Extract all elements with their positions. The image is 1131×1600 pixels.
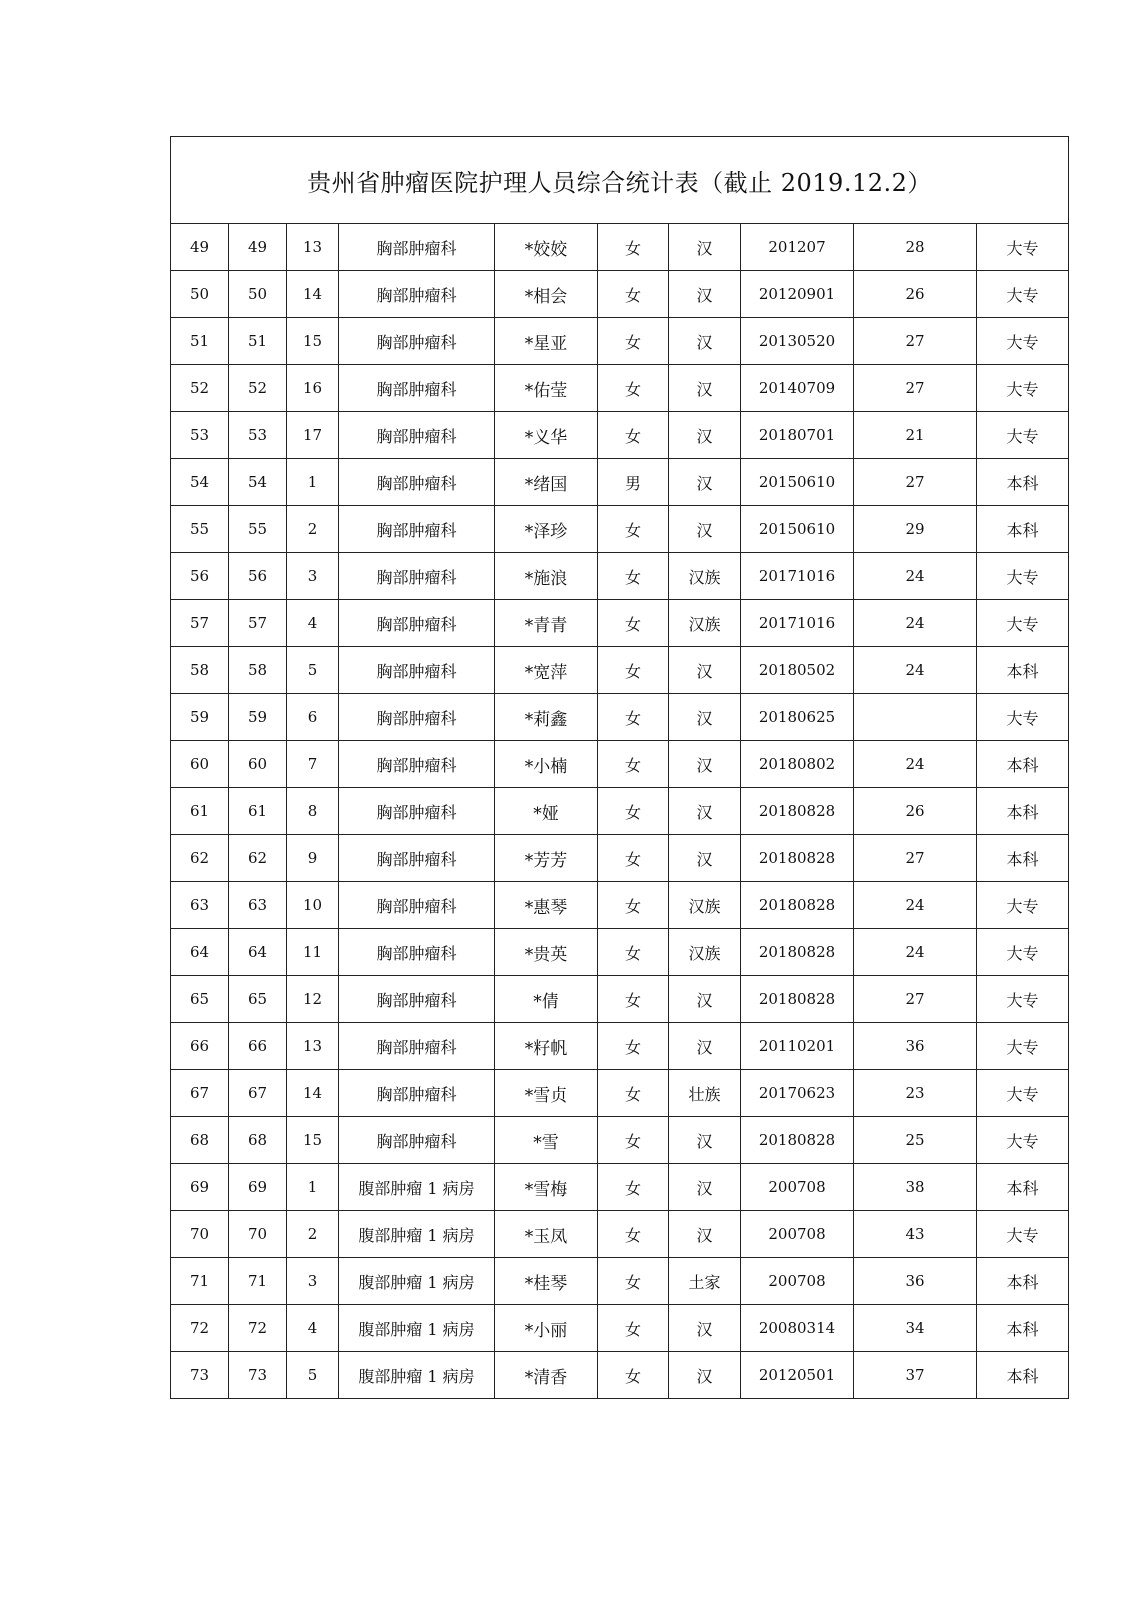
cell-serial-no: 72 bbox=[171, 1305, 229, 1352]
cell-age: 28 bbox=[854, 224, 977, 271]
cell-name: *绪国 bbox=[495, 459, 598, 506]
cell-ethnicity: 汉 bbox=[669, 788, 741, 835]
cell-department: 胸部肿瘤科 bbox=[339, 929, 495, 976]
cell-dept-no: 11 bbox=[287, 929, 339, 976]
cell-total-no: 53 bbox=[229, 412, 287, 459]
cell-serial-no: 63 bbox=[171, 882, 229, 929]
table-row bbox=[171, 694, 1069, 741]
cell-ethnicity: 汉 bbox=[669, 835, 741, 882]
cell-total-no: 69 bbox=[229, 1164, 287, 1211]
cell-serial-no: 71 bbox=[171, 1258, 229, 1305]
cell-total-no: 73 bbox=[229, 1352, 287, 1399]
cell-name: *清香 bbox=[495, 1352, 598, 1399]
cell-serial-no: 56 bbox=[171, 553, 229, 600]
cell-total-no: 71 bbox=[229, 1258, 287, 1305]
cell-name: *宽萍 bbox=[495, 647, 598, 694]
cell-gender: 女 bbox=[598, 835, 669, 882]
cell-education: 本科 bbox=[977, 1164, 1069, 1211]
title-row bbox=[171, 137, 1069, 224]
cell-department: 胸部肿瘤科 bbox=[339, 1117, 495, 1164]
cell-serial-no: 66 bbox=[171, 1023, 229, 1070]
cell-serial-no: 60 bbox=[171, 741, 229, 788]
cell-start-date: 20180828 bbox=[741, 1117, 854, 1164]
cell-education: 大专 bbox=[977, 694, 1069, 741]
cell-gender: 女 bbox=[598, 741, 669, 788]
cell-dept-no: 2 bbox=[287, 1211, 339, 1258]
cell-department: 腹部肿瘤 1 病房 bbox=[339, 1164, 495, 1211]
cell-gender: 女 bbox=[598, 506, 669, 553]
cell-serial-no: 49 bbox=[171, 224, 229, 271]
cell-gender: 女 bbox=[598, 1211, 669, 1258]
cell-name: *娅 bbox=[495, 788, 598, 835]
cell-start-date: 20110201 bbox=[741, 1023, 854, 1070]
table-row bbox=[171, 929, 1069, 976]
cell-ethnicity: 汉 bbox=[669, 412, 741, 459]
cell-name: *籽帆 bbox=[495, 1023, 598, 1070]
table-row bbox=[171, 506, 1069, 553]
cell-education: 本科 bbox=[977, 1305, 1069, 1352]
cell-serial-no: 51 bbox=[171, 318, 229, 365]
cell-name: *施浪 bbox=[495, 553, 598, 600]
cell-education: 大专 bbox=[977, 224, 1069, 271]
cell-ethnicity: 汉 bbox=[669, 741, 741, 788]
cell-education: 本科 bbox=[977, 1352, 1069, 1399]
cell-age: 29 bbox=[854, 506, 977, 553]
cell-name: *小楠 bbox=[495, 741, 598, 788]
cell-age: 25 bbox=[854, 1117, 977, 1164]
table-row bbox=[171, 741, 1069, 788]
cell-dept-no: 9 bbox=[287, 835, 339, 882]
cell-ethnicity: 汉 bbox=[669, 224, 741, 271]
cell-department: 胸部肿瘤科 bbox=[339, 271, 495, 318]
cell-total-no: 54 bbox=[229, 459, 287, 506]
cell-age: 24 bbox=[854, 882, 977, 929]
cell-education: 大专 bbox=[977, 929, 1069, 976]
cell-department: 胸部肿瘤科 bbox=[339, 553, 495, 600]
cell-age: 26 bbox=[854, 271, 977, 318]
cell-dept-no: 13 bbox=[287, 224, 339, 271]
cell-dept-no: 3 bbox=[287, 553, 339, 600]
cell-name: *星亚 bbox=[495, 318, 598, 365]
cell-ethnicity: 汉 bbox=[669, 1164, 741, 1211]
cell-department: 胸部肿瘤科 bbox=[339, 647, 495, 694]
cell-ethnicity: 汉 bbox=[669, 1117, 741, 1164]
staff-statistics-table bbox=[170, 136, 1069, 1399]
cell-name: *芳芳 bbox=[495, 835, 598, 882]
cell-start-date: 20130520 bbox=[741, 318, 854, 365]
cell-start-date: 20180502 bbox=[741, 647, 854, 694]
table-row bbox=[171, 365, 1069, 412]
cell-serial-no: 55 bbox=[171, 506, 229, 553]
cell-start-date: 20180802 bbox=[741, 741, 854, 788]
cell-gender: 女 bbox=[598, 694, 669, 741]
cell-department: 腹部肿瘤 1 病房 bbox=[339, 1258, 495, 1305]
cell-total-no: 64 bbox=[229, 929, 287, 976]
cell-department: 胸部肿瘤科 bbox=[339, 459, 495, 506]
cell-serial-no: 69 bbox=[171, 1164, 229, 1211]
cell-serial-no: 62 bbox=[171, 835, 229, 882]
cell-dept-no: 5 bbox=[287, 647, 339, 694]
cell-name: *小丽 bbox=[495, 1305, 598, 1352]
cell-age: 36 bbox=[854, 1023, 977, 1070]
cell-ethnicity: 汉族 bbox=[669, 882, 741, 929]
cell-department: 腹部肿瘤 1 病房 bbox=[339, 1305, 495, 1352]
table-row bbox=[171, 412, 1069, 459]
table-row bbox=[171, 459, 1069, 506]
table-row bbox=[171, 835, 1069, 882]
cell-department: 胸部肿瘤科 bbox=[339, 318, 495, 365]
cell-gender: 女 bbox=[598, 1023, 669, 1070]
cell-dept-no: 4 bbox=[287, 600, 339, 647]
cell-ethnicity: 壮族 bbox=[669, 1070, 741, 1117]
table-row bbox=[171, 1258, 1069, 1305]
table-row bbox=[171, 1164, 1069, 1211]
cell-ethnicity: 汉 bbox=[669, 647, 741, 694]
cell-department: 胸部肿瘤科 bbox=[339, 412, 495, 459]
cell-age: 27 bbox=[854, 365, 977, 412]
cell-ethnicity: 汉族 bbox=[669, 553, 741, 600]
cell-start-date: 201207 bbox=[741, 224, 854, 271]
cell-age: 24 bbox=[854, 600, 977, 647]
cell-gender: 女 bbox=[598, 1070, 669, 1117]
cell-serial-no: 65 bbox=[171, 976, 229, 1023]
table-row bbox=[171, 1117, 1069, 1164]
cell-department: 胸部肿瘤科 bbox=[339, 1070, 495, 1117]
cell-name: *贵英 bbox=[495, 929, 598, 976]
cell-gender: 男 bbox=[598, 459, 669, 506]
cell-age: 38 bbox=[854, 1164, 977, 1211]
cell-start-date: 20171016 bbox=[741, 600, 854, 647]
cell-ethnicity: 汉 bbox=[669, 459, 741, 506]
cell-total-no: 52 bbox=[229, 365, 287, 412]
cell-gender: 女 bbox=[598, 647, 669, 694]
cell-dept-no: 7 bbox=[287, 741, 339, 788]
cell-department: 胸部肿瘤科 bbox=[339, 741, 495, 788]
cell-dept-no: 2 bbox=[287, 506, 339, 553]
cell-education: 本科 bbox=[977, 647, 1069, 694]
cell-gender: 女 bbox=[598, 1258, 669, 1305]
cell-serial-no: 70 bbox=[171, 1211, 229, 1258]
cell-dept-no: 1 bbox=[287, 1164, 339, 1211]
cell-ethnicity: 汉 bbox=[669, 318, 741, 365]
cell-gender: 女 bbox=[598, 318, 669, 365]
cell-education: 本科 bbox=[977, 835, 1069, 882]
cell-education: 大专 bbox=[977, 1070, 1069, 1117]
cell-dept-no: 17 bbox=[287, 412, 339, 459]
cell-start-date: 20150610 bbox=[741, 459, 854, 506]
cell-age: 26 bbox=[854, 788, 977, 835]
cell-total-no: 65 bbox=[229, 976, 287, 1023]
cell-education: 大专 bbox=[977, 1211, 1069, 1258]
table-row bbox=[171, 600, 1069, 647]
cell-department: 腹部肿瘤 1 病房 bbox=[339, 1211, 495, 1258]
table-row bbox=[171, 271, 1069, 318]
cell-ethnicity: 汉 bbox=[669, 1305, 741, 1352]
cell-serial-no: 52 bbox=[171, 365, 229, 412]
cell-gender: 女 bbox=[598, 1117, 669, 1164]
cell-ethnicity: 汉族 bbox=[669, 929, 741, 976]
cell-dept-no: 16 bbox=[287, 365, 339, 412]
table-row bbox=[171, 318, 1069, 365]
cell-ethnicity: 汉族 bbox=[669, 600, 741, 647]
cell-start-date: 20080314 bbox=[741, 1305, 854, 1352]
cell-serial-no: 58 bbox=[171, 647, 229, 694]
cell-gender: 女 bbox=[598, 1305, 669, 1352]
cell-gender: 女 bbox=[598, 882, 669, 929]
cell-serial-no: 53 bbox=[171, 412, 229, 459]
cell-ethnicity: 汉 bbox=[669, 1352, 741, 1399]
cell-education: 大专 bbox=[977, 365, 1069, 412]
cell-age: 27 bbox=[854, 976, 977, 1023]
cell-age: 23 bbox=[854, 1070, 977, 1117]
table-row bbox=[171, 976, 1069, 1023]
cell-age bbox=[854, 694, 977, 741]
cell-education: 大专 bbox=[977, 271, 1069, 318]
cell-total-no: 70 bbox=[229, 1211, 287, 1258]
cell-education: 本科 bbox=[977, 1258, 1069, 1305]
cell-age: 27 bbox=[854, 459, 977, 506]
cell-name: *雪 bbox=[495, 1117, 598, 1164]
cell-dept-no: 5 bbox=[287, 1352, 339, 1399]
table-row bbox=[171, 1305, 1069, 1352]
cell-department: 胸部肿瘤科 bbox=[339, 882, 495, 929]
cell-education: 本科 bbox=[977, 459, 1069, 506]
cell-name: *佑莹 bbox=[495, 365, 598, 412]
cell-ethnicity: 汉 bbox=[669, 1023, 741, 1070]
cell-total-no: 60 bbox=[229, 741, 287, 788]
cell-name: *义华 bbox=[495, 412, 598, 459]
cell-dept-no: 6 bbox=[287, 694, 339, 741]
cell-start-date: 200708 bbox=[741, 1258, 854, 1305]
cell-age: 27 bbox=[854, 318, 977, 365]
cell-gender: 女 bbox=[598, 976, 669, 1023]
cell-total-no: 57 bbox=[229, 600, 287, 647]
cell-dept-no: 10 bbox=[287, 882, 339, 929]
cell-start-date: 20171016 bbox=[741, 553, 854, 600]
cell-education: 大专 bbox=[977, 600, 1069, 647]
cell-gender: 女 bbox=[598, 929, 669, 976]
cell-serial-no: 61 bbox=[171, 788, 229, 835]
cell-gender: 女 bbox=[598, 1352, 669, 1399]
cell-gender: 女 bbox=[598, 365, 669, 412]
table-row bbox=[171, 1211, 1069, 1258]
table-row bbox=[171, 882, 1069, 929]
cell-total-no: 66 bbox=[229, 1023, 287, 1070]
cell-gender: 女 bbox=[598, 412, 669, 459]
cell-department: 胸部肿瘤科 bbox=[339, 788, 495, 835]
cell-ethnicity: 汉 bbox=[669, 694, 741, 741]
cell-education: 大专 bbox=[977, 976, 1069, 1023]
cell-total-no: 50 bbox=[229, 271, 287, 318]
cell-age: 24 bbox=[854, 929, 977, 976]
cell-start-date: 20180828 bbox=[741, 929, 854, 976]
cell-serial-no: 67 bbox=[171, 1070, 229, 1117]
cell-education: 本科 bbox=[977, 788, 1069, 835]
cell-total-no: 49 bbox=[229, 224, 287, 271]
cell-total-no: 62 bbox=[229, 835, 287, 882]
cell-dept-no: 15 bbox=[287, 318, 339, 365]
cell-serial-no: 64 bbox=[171, 929, 229, 976]
cell-start-date: 20180828 bbox=[741, 882, 854, 929]
cell-dept-no: 14 bbox=[287, 271, 339, 318]
cell-gender: 女 bbox=[598, 788, 669, 835]
cell-name: *雪贞 bbox=[495, 1070, 598, 1117]
cell-start-date: 200708 bbox=[741, 1164, 854, 1211]
cell-department: 胸部肿瘤科 bbox=[339, 976, 495, 1023]
cell-education: 大专 bbox=[977, 318, 1069, 365]
cell-total-no: 67 bbox=[229, 1070, 287, 1117]
cell-education: 大专 bbox=[977, 553, 1069, 600]
cell-age: 24 bbox=[854, 741, 977, 788]
cell-ethnicity: 土家 bbox=[669, 1258, 741, 1305]
cell-dept-no: 4 bbox=[287, 1305, 339, 1352]
cell-age: 27 bbox=[854, 835, 977, 882]
cell-start-date: 20150610 bbox=[741, 506, 854, 553]
cell-serial-no: 54 bbox=[171, 459, 229, 506]
cell-total-no: 63 bbox=[229, 882, 287, 929]
cell-total-no: 61 bbox=[229, 788, 287, 835]
cell-dept-no: 13 bbox=[287, 1023, 339, 1070]
cell-age: 21 bbox=[854, 412, 977, 459]
cell-gender: 女 bbox=[598, 553, 669, 600]
cell-education: 本科 bbox=[977, 741, 1069, 788]
table-row bbox=[171, 553, 1069, 600]
cell-education: 大专 bbox=[977, 882, 1069, 929]
cell-name: *莉鑫 bbox=[495, 694, 598, 741]
cell-gender: 女 bbox=[598, 271, 669, 318]
cell-total-no: 72 bbox=[229, 1305, 287, 1352]
cell-age: 37 bbox=[854, 1352, 977, 1399]
cell-department: 胸部肿瘤科 bbox=[339, 224, 495, 271]
cell-total-no: 56 bbox=[229, 553, 287, 600]
cell-dept-no: 8 bbox=[287, 788, 339, 835]
cell-age: 34 bbox=[854, 1305, 977, 1352]
cell-start-date: 20180701 bbox=[741, 412, 854, 459]
cell-name: *雪梅 bbox=[495, 1164, 598, 1211]
cell-gender: 女 bbox=[598, 224, 669, 271]
cell-total-no: 55 bbox=[229, 506, 287, 553]
cell-department: 胸部肿瘤科 bbox=[339, 600, 495, 647]
table-row bbox=[171, 224, 1069, 271]
cell-start-date: 20140709 bbox=[741, 365, 854, 412]
cell-age: 24 bbox=[854, 553, 977, 600]
cell-serial-no: 57 bbox=[171, 600, 229, 647]
cell-ethnicity: 汉 bbox=[669, 976, 741, 1023]
cell-serial-no: 73 bbox=[171, 1352, 229, 1399]
cell-name: *姣姣 bbox=[495, 224, 598, 271]
cell-education: 本科 bbox=[977, 506, 1069, 553]
cell-ethnicity: 汉 bbox=[669, 506, 741, 553]
table-row bbox=[171, 647, 1069, 694]
cell-start-date: 20180625 bbox=[741, 694, 854, 741]
table-row bbox=[171, 1070, 1069, 1117]
cell-department: 腹部肿瘤 1 病房 bbox=[339, 1352, 495, 1399]
cell-start-date: 20120501 bbox=[741, 1352, 854, 1399]
cell-start-date: 200708 bbox=[741, 1211, 854, 1258]
cell-serial-no: 59 bbox=[171, 694, 229, 741]
cell-education: 大专 bbox=[977, 1117, 1069, 1164]
cell-name: *相会 bbox=[495, 271, 598, 318]
cell-total-no: 68 bbox=[229, 1117, 287, 1164]
cell-name: *青青 bbox=[495, 600, 598, 647]
cell-ethnicity: 汉 bbox=[669, 1211, 741, 1258]
cell-total-no: 58 bbox=[229, 647, 287, 694]
cell-age: 43 bbox=[854, 1211, 977, 1258]
cell-total-no: 51 bbox=[229, 318, 287, 365]
cell-education: 大专 bbox=[977, 1023, 1069, 1070]
cell-age: 24 bbox=[854, 647, 977, 694]
cell-name: *桂琴 bbox=[495, 1258, 598, 1305]
cell-dept-no: 15 bbox=[287, 1117, 339, 1164]
cell-name: *泽珍 bbox=[495, 506, 598, 553]
table-row bbox=[171, 1352, 1069, 1399]
cell-name: *倩 bbox=[495, 976, 598, 1023]
cell-serial-no: 68 bbox=[171, 1117, 229, 1164]
cell-dept-no: 14 bbox=[287, 1070, 339, 1117]
cell-start-date: 20180828 bbox=[741, 835, 854, 882]
cell-name: *惠琴 bbox=[495, 882, 598, 929]
cell-age: 36 bbox=[854, 1258, 977, 1305]
cell-gender: 女 bbox=[598, 600, 669, 647]
cell-start-date: 20120901 bbox=[741, 271, 854, 318]
cell-dept-no: 1 bbox=[287, 459, 339, 506]
cell-department: 胸部肿瘤科 bbox=[339, 365, 495, 412]
cell-start-date: 20180828 bbox=[741, 788, 854, 835]
cell-serial-no: 50 bbox=[171, 271, 229, 318]
cell-total-no: 59 bbox=[229, 694, 287, 741]
cell-ethnicity: 汉 bbox=[669, 365, 741, 412]
table-title: 贵州省肿瘤医院护理人员综合统计表（截止 2019.12.2） bbox=[171, 137, 1069, 224]
cell-department: 胸部肿瘤科 bbox=[339, 1023, 495, 1070]
cell-start-date: 20180828 bbox=[741, 976, 854, 1023]
cell-dept-no: 3 bbox=[287, 1258, 339, 1305]
cell-ethnicity: 汉 bbox=[669, 271, 741, 318]
cell-name: *玉凤 bbox=[495, 1211, 598, 1258]
cell-department: 胸部肿瘤科 bbox=[339, 506, 495, 553]
cell-gender: 女 bbox=[598, 1164, 669, 1211]
cell-education: 大专 bbox=[977, 412, 1069, 459]
table-row bbox=[171, 1023, 1069, 1070]
cell-department: 胸部肿瘤科 bbox=[339, 835, 495, 882]
table-row bbox=[171, 788, 1069, 835]
cell-department: 胸部肿瘤科 bbox=[339, 694, 495, 741]
cell-start-date: 20170623 bbox=[741, 1070, 854, 1117]
cell-dept-no: 12 bbox=[287, 976, 339, 1023]
